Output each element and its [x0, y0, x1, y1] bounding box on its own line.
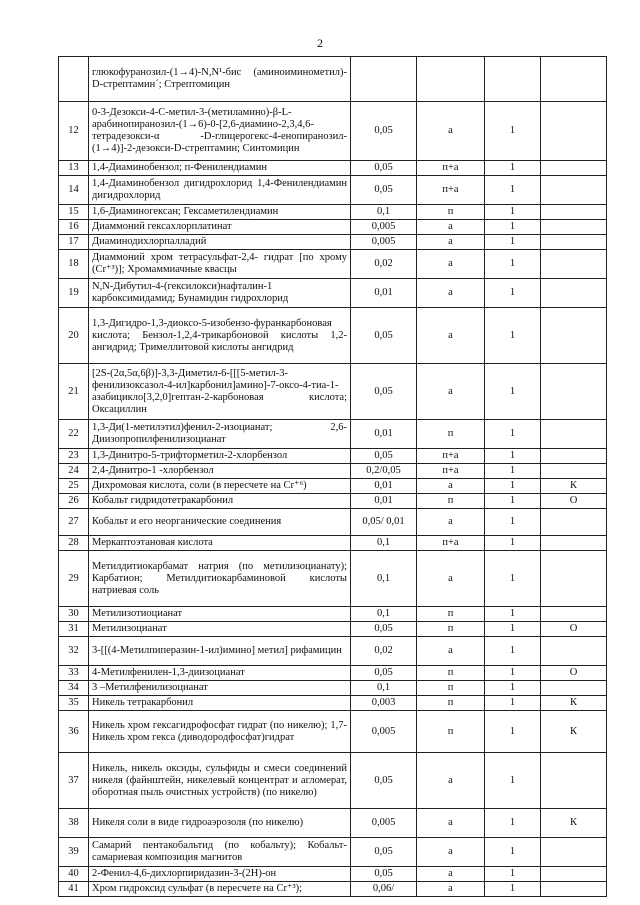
limit-value-cell: 0,005 — [351, 809, 417, 838]
substance-name-cell: Дихромовая кислота, соли (в пересчете на Cr⁺⁶) — [89, 479, 351, 494]
limit-value-cell: 0,05 — [351, 308, 417, 364]
aggregate-state-cell — [417, 57, 485, 102]
limit-value-cell: 0,005 — [351, 711, 417, 753]
hazard-class-cell: 1 — [485, 235, 541, 250]
limit-value-cell: 0,1 — [351, 551, 417, 607]
substance-name-cell: Меркаптоэтановая кислота — [89, 536, 351, 551]
aggregate-state-cell: п — [417, 205, 485, 220]
row-number-cell: 16 — [59, 220, 89, 235]
special-note-cell — [541, 205, 607, 220]
table-row — [59, 449, 607, 464]
limit-value-cell: 0,003 — [351, 696, 417, 711]
special-note-cell — [541, 235, 607, 250]
aggregate-state-cell: п+а — [417, 536, 485, 551]
row-number-cell: 39 — [59, 838, 89, 867]
aggregate-state-cell: а — [417, 637, 485, 666]
table-row — [59, 205, 607, 220]
substance-name-cell: Метилизоцианат — [89, 622, 351, 637]
aggregate-state-cell: п+а — [417, 449, 485, 464]
row-number-cell: 24 — [59, 464, 89, 479]
substance-name-cell: Никель, никель оксиды, сульфиды и смеси соединений никеля (файнштейн, никелевый концентрат и агломерат, оборотная пыль очистных устройств) (по никелю) — [89, 753, 351, 809]
row-number-cell: 35 — [59, 696, 89, 711]
substance-name-cell: Никель тетракарбонил — [89, 696, 351, 711]
row-number-cell: 36 — [59, 711, 89, 753]
table-row — [59, 57, 607, 102]
aggregate-state-cell: а — [417, 479, 485, 494]
substance-name-cell: 2,4-Динитро-1 -хлорбензол — [89, 464, 351, 479]
limit-value-cell: 0,05 — [351, 176, 417, 205]
table-row — [59, 637, 607, 666]
row-number-cell — [59, 57, 89, 102]
aggregate-state-cell: а — [417, 279, 485, 308]
special-note-cell: О — [541, 666, 607, 681]
special-note-cell — [541, 464, 607, 479]
hazard-class-cell: 1 — [485, 494, 541, 509]
substance-name-cell: 1,4-Диаминобензол дигидрохлорид 1,4-Фенилендиамин дигидрохлорид — [89, 176, 351, 205]
limit-value-cell: 0,05 — [351, 838, 417, 867]
substance-name-cell: [2S-(2α,5α,6β)]-3,3-Диметил-6-[[[5-метил-3-фенилизоксазол-4-ил]карбонил]амино]-7-оксо-4-тиа-1-азабицикло[3,2,0]гептан-2-карбоновая кислота; Оксациллин — [89, 364, 351, 420]
aggregate-state-cell: п — [417, 696, 485, 711]
substance-name-cell: 1,3-Ди(1-метилэтил)фенил-2-изоцианат; 2,6-Диизопропилфенилизоцианат — [89, 420, 351, 449]
special-note-cell — [541, 637, 607, 666]
row-number-cell: 30 — [59, 607, 89, 622]
hazard-class-cell: 1 — [485, 308, 541, 364]
special-note-cell — [541, 364, 607, 420]
table-row — [59, 753, 607, 809]
substance-name-cell: Кобальт и его неорганические соединения — [89, 509, 351, 536]
table-row — [59, 882, 607, 897]
substance-name-cell: Метилизотиоцианат — [89, 607, 351, 622]
hazard-class-cell — [485, 57, 541, 102]
special-note-cell — [541, 551, 607, 607]
special-note-cell — [541, 420, 607, 449]
table-row — [59, 696, 607, 711]
substance-name-cell: 4-Метилфенилен-1,3-диизоцианат — [89, 666, 351, 681]
row-number-cell: 28 — [59, 536, 89, 551]
limit-value-cell: 0,1 — [351, 205, 417, 220]
special-note-cell — [541, 536, 607, 551]
page-number: 2 — [317, 36, 323, 50]
hazard-class-cell: 1 — [485, 551, 541, 607]
table-row — [59, 235, 607, 250]
limit-value-cell: 0,05 — [351, 666, 417, 681]
aggregate-state-cell: п+а — [417, 464, 485, 479]
special-note-cell — [541, 838, 607, 867]
limit-value-cell: 0,05 — [351, 364, 417, 420]
aggregate-state-cell: п — [417, 607, 485, 622]
substance-name-cell: Диаминодихлорпалладий — [89, 235, 351, 250]
aggregate-state-cell: а — [417, 250, 485, 279]
hazard-class-cell: 1 — [485, 711, 541, 753]
hazard-class-cell: 1 — [485, 161, 541, 176]
aggregate-state-cell: а — [417, 809, 485, 838]
table-row — [59, 102, 607, 161]
row-number-cell: 15 — [59, 205, 89, 220]
hazard-class-cell: 1 — [485, 509, 541, 536]
aggregate-state-cell: п+а — [417, 176, 485, 205]
table-row — [59, 607, 607, 622]
table-row — [59, 364, 607, 420]
table-row — [59, 551, 607, 607]
special-note-cell: О — [541, 622, 607, 637]
special-note-cell — [541, 308, 607, 364]
substance-name-cell: 3-[[(4-Метилпиперазин-1-ил)имино] метил] рифамицин — [89, 637, 351, 666]
row-number-cell: 31 — [59, 622, 89, 637]
special-note-cell: О — [541, 494, 607, 509]
substances-table — [58, 56, 607, 897]
row-number-cell: 14 — [59, 176, 89, 205]
limit-value-cell: 0,06/ — [351, 882, 417, 897]
table-row — [59, 622, 607, 637]
special-note-cell: К — [541, 711, 607, 753]
table-row — [59, 420, 607, 449]
special-note-cell — [541, 681, 607, 696]
limit-value-cell: 0,05/ 0,01 — [351, 509, 417, 536]
aggregate-state-cell: а — [417, 753, 485, 809]
row-number-cell: 27 — [59, 509, 89, 536]
hazard-class-cell: 1 — [485, 364, 541, 420]
row-number-cell: 37 — [59, 753, 89, 809]
table-row — [59, 536, 607, 551]
special-note-cell — [541, 449, 607, 464]
row-number-cell: 25 — [59, 479, 89, 494]
row-number-cell: 17 — [59, 235, 89, 250]
hazard-class-cell: 1 — [485, 681, 541, 696]
special-note-cell — [541, 161, 607, 176]
table-body — [59, 57, 607, 897]
substance-name-cell: 3 –Метилфенилизоцианат — [89, 681, 351, 696]
aggregate-state-cell: а — [417, 838, 485, 867]
table-row — [59, 308, 607, 364]
table-row — [59, 711, 607, 753]
row-number-cell: 29 — [59, 551, 89, 607]
aggregate-state-cell: а — [417, 509, 485, 536]
substance-name-cell: Диаммоний хром тетрасульфат-2,4- гидрат [по хрому (Cr⁺³)]; Хромаммиачные квасцы — [89, 250, 351, 279]
hazard-class-cell: 1 — [485, 479, 541, 494]
limit-value-cell: 0,02 — [351, 250, 417, 279]
limit-value-cell: 0,1 — [351, 607, 417, 622]
aggregate-state-cell: п — [417, 681, 485, 696]
row-number-cell: 41 — [59, 882, 89, 897]
substance-name-cell: Хром гидроксид сульфат (в пересчете на Cr⁺³); — [89, 882, 351, 897]
special-note-cell — [541, 509, 607, 536]
table-row — [59, 666, 607, 681]
substance-name-cell: N,N-Дибутил-4-(гексилокси)нафталин-1 карбоксимидамид; Бунамидин гидрохлорид — [89, 279, 351, 308]
limit-value-cell: 0,05 — [351, 753, 417, 809]
special-note-cell — [541, 57, 607, 102]
row-number-cell: 34 — [59, 681, 89, 696]
table-row — [59, 464, 607, 479]
hazard-class-cell: 1 — [485, 536, 541, 551]
substance-name-cell: 1,6-Диаминогексан; Гексаметилендиамин — [89, 205, 351, 220]
limit-value-cell: 0,05 — [351, 102, 417, 161]
row-number-cell: 22 — [59, 420, 89, 449]
limit-value-cell: 0,01 — [351, 494, 417, 509]
hazard-class-cell: 1 — [485, 838, 541, 867]
hazard-class-cell: 1 — [485, 607, 541, 622]
limit-value-cell — [351, 57, 417, 102]
aggregate-state-cell: п — [417, 622, 485, 637]
limit-value-cell: 0,01 — [351, 279, 417, 308]
aggregate-state-cell: п — [417, 420, 485, 449]
table-row — [59, 509, 607, 536]
hazard-class-cell: 1 — [485, 809, 541, 838]
substance-name-cell: Кобальт гидридотетракарбонил — [89, 494, 351, 509]
special-note-cell — [541, 250, 607, 279]
table-row — [59, 479, 607, 494]
row-number-cell: 33 — [59, 666, 89, 681]
substance-name-cell: 1,4-Диаминобензол; п-Фенилендиамин — [89, 161, 351, 176]
substance-name-cell: Никель хром гексагидрофосфат гидрат (по никелю); 1,7-Никель хром гекса (диводородфосфат)гидрат — [89, 711, 351, 753]
row-number-cell: 20 — [59, 308, 89, 364]
aggregate-state-cell: а — [417, 551, 485, 607]
row-number-cell: 38 — [59, 809, 89, 838]
hazard-class-cell: 1 — [485, 753, 541, 809]
table-row — [59, 494, 607, 509]
aggregate-state-cell: а — [417, 867, 485, 882]
special-note-cell — [541, 176, 607, 205]
row-number-cell: 12 — [59, 102, 89, 161]
limit-value-cell: 0,05 — [351, 449, 417, 464]
limit-value-cell: 0,005 — [351, 235, 417, 250]
hazard-class-cell: 1 — [485, 696, 541, 711]
limit-value-cell: 0,1 — [351, 536, 417, 551]
hazard-class-cell: 1 — [485, 449, 541, 464]
aggregate-state-cell: а — [417, 235, 485, 250]
hazard-class-cell: 1 — [485, 205, 541, 220]
row-number-cell: 19 — [59, 279, 89, 308]
table-row — [59, 279, 607, 308]
special-note-cell: К — [541, 479, 607, 494]
aggregate-state-cell: п+а — [417, 161, 485, 176]
row-number-cell: 18 — [59, 250, 89, 279]
aggregate-state-cell: а — [417, 220, 485, 235]
hazard-class-cell: 1 — [485, 666, 541, 681]
table-row — [59, 161, 607, 176]
hazard-class-cell: 1 — [485, 176, 541, 205]
table-row — [59, 809, 607, 838]
hazard-class-cell: 1 — [485, 102, 541, 161]
row-number-cell: 13 — [59, 161, 89, 176]
substance-name-cell: 2-Фенил-4,6-дихлорпиридазин-3-(2H)-он — [89, 867, 351, 882]
special-note-cell — [541, 102, 607, 161]
special-note-cell — [541, 753, 607, 809]
special-note-cell — [541, 220, 607, 235]
substance-name-cell: 0-3-Дезокси-4-С-метил-3-(метиламино)-β-L-арабинопиранозил-(1→6)-0-[2,6-диамино-2,3,4,6-тетрадезокси-α -D-глицерогекс-4-енопиранозил-(1→4)]-2-дезокси-D-стрептамин; Синтомицин — [89, 102, 351, 161]
substance-name-cell: глюкофуранозил-(1→4)-N,N¹-бис (аминоиминометил)-D-стрептамин´; Стрептомицин — [89, 57, 351, 102]
special-note-cell — [541, 882, 607, 897]
table-row — [59, 220, 607, 235]
substance-name-cell: Диаммоний гексахлорплатинат — [89, 220, 351, 235]
aggregate-state-cell: а — [417, 882, 485, 897]
aggregate-state-cell: п — [417, 666, 485, 681]
table-row — [59, 176, 607, 205]
table-row — [59, 250, 607, 279]
special-note-cell — [541, 279, 607, 308]
hazard-class-cell: 1 — [485, 279, 541, 308]
limit-value-cell: 0,01 — [351, 479, 417, 494]
limit-value-cell: 0,01 — [351, 420, 417, 449]
hazard-class-cell: 1 — [485, 250, 541, 279]
row-number-cell: 26 — [59, 494, 89, 509]
table-row — [59, 838, 607, 867]
hazard-class-cell: 1 — [485, 637, 541, 666]
substance-name-cell: Самарий пентакобальтид (по кобальту); Кобальт-самариевая композиция магнитов — [89, 838, 351, 867]
special-note-cell: К — [541, 696, 607, 711]
special-note-cell — [541, 607, 607, 622]
aggregate-state-cell: а — [417, 364, 485, 420]
limit-value-cell: 0,05 — [351, 161, 417, 176]
row-number-cell: 32 — [59, 637, 89, 666]
substance-name-cell: 1,3-Динитро-5-трифторметил-2-хлорбензол — [89, 449, 351, 464]
table-row — [59, 681, 607, 696]
aggregate-state-cell: а — [417, 308, 485, 364]
hazard-class-cell: 1 — [485, 464, 541, 479]
limit-value-cell: 0,2/0,05 — [351, 464, 417, 479]
limit-value-cell: 0,02 — [351, 637, 417, 666]
aggregate-state-cell: п — [417, 711, 485, 753]
hazard-class-cell: 1 — [485, 622, 541, 637]
hazard-class-cell: 1 — [485, 882, 541, 897]
special-note-cell — [541, 867, 607, 882]
aggregate-state-cell: а — [417, 102, 485, 161]
limit-value-cell: 0,005 — [351, 220, 417, 235]
substance-name-cell: Никеля соли в виде гидроаэрозоля (по никелю) — [89, 809, 351, 838]
substance-name-cell: Метилдитиокарбамат натрия (по метилизоцианату); Карбатион; Метилдитиокарбаминовой кислоты натриевая соль — [89, 551, 351, 607]
limit-value-cell: 0,1 — [351, 681, 417, 696]
hazard-class-cell: 1 — [485, 420, 541, 449]
special-note-cell: К — [541, 809, 607, 838]
row-number-cell: 23 — [59, 449, 89, 464]
hazard-class-cell: 1 — [485, 867, 541, 882]
hazard-class-cell: 1 — [485, 220, 541, 235]
row-number-cell: 21 — [59, 364, 89, 420]
substance-name-cell: 1,3-Дигидро-1,3-диоксо-5-изобензо-фуранкарбоновая кислота; Бензол-1,2,4-трикарбоновой кислоты 1,2-ангидрид; Тримеллитовой кислоты ангидрид — [89, 308, 351, 364]
table-row — [59, 867, 607, 882]
aggregate-state-cell: п — [417, 494, 485, 509]
row-number-cell: 40 — [59, 867, 89, 882]
limit-value-cell: 0,05 — [351, 867, 417, 882]
limit-value-cell: 0,05 — [351, 622, 417, 637]
